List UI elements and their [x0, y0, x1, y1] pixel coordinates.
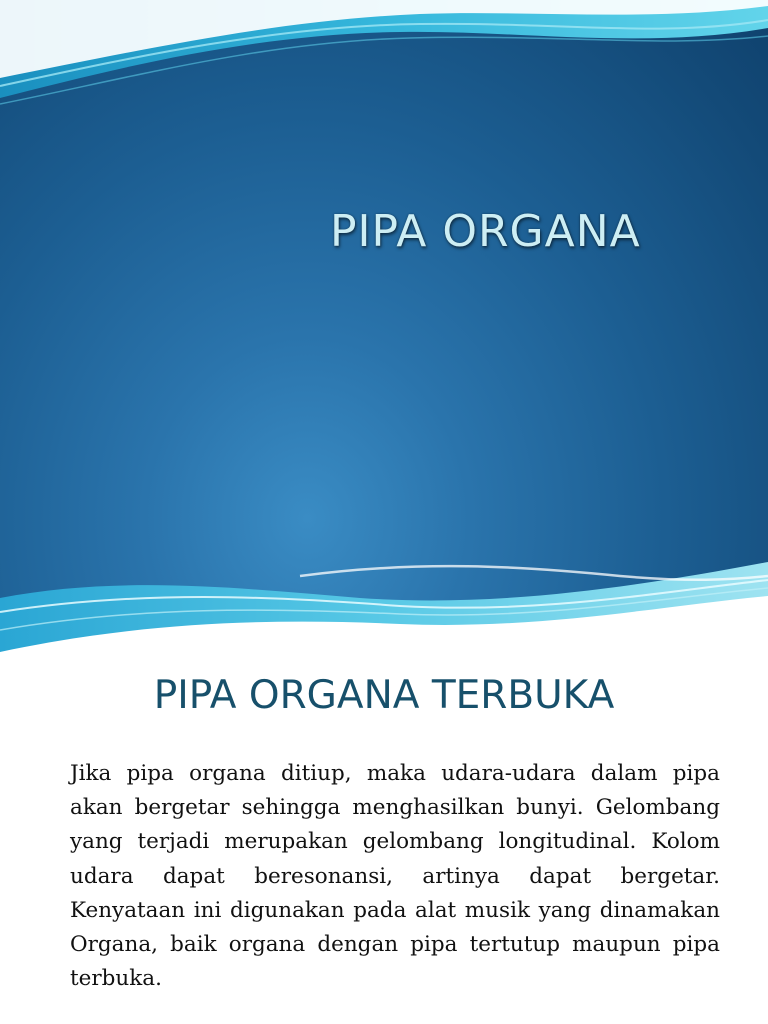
- slide-title: PIPA ORGANA: [330, 206, 641, 257]
- section-heading: PIPA ORGANA TERBUKA: [153, 673, 615, 718]
- content-slide: [0, 665, 768, 1024]
- body-paragraph: Jika pipa organa ditiup, maka udara-udara dalam pipa akan bergetar sehingga menghasilkan bunyi. Gelombang yang terjadi merupakan gelombang longitudinal. Kolom udara dapat beresonansi, artinya dapat bergetar. Kenyataan ini digunakan pada alat musik yang dinamakan Organa, baik organa dengan pipa tertutup maupun pipa terbuka.: [70, 761, 720, 992]
